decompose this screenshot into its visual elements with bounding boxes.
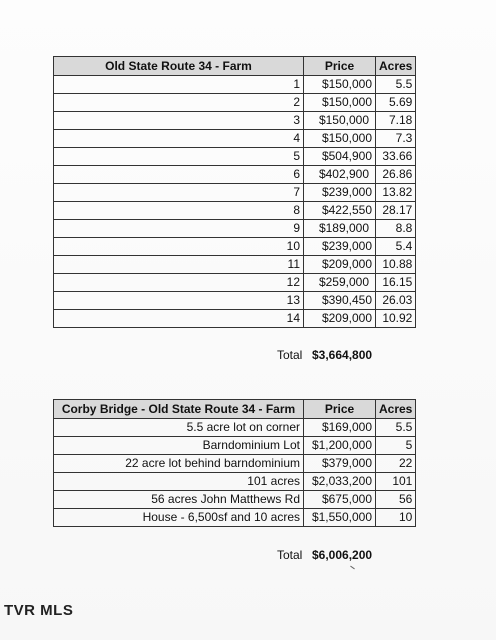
table-row (54, 148, 416, 166)
table-row (54, 310, 416, 328)
row-price: $422,550 (304, 202, 376, 220)
row-price: $209,000 (304, 256, 376, 274)
row-price: $150,000 (304, 94, 376, 112)
row-price: $189,000 (304, 220, 376, 238)
row-number: 8 (54, 202, 304, 220)
table-row (54, 94, 416, 112)
table-row (54, 166, 416, 184)
header-price: Price (304, 57, 376, 76)
table-row (54, 491, 416, 509)
row-description: 101 acres (54, 473, 304, 491)
total-value: $3,664,800 (312, 348, 373, 362)
mls-watermark: TVR MLS (4, 602, 74, 619)
total-label: Total (277, 348, 303, 362)
row-acres: 5.5 (376, 76, 416, 94)
table-row (54, 202, 416, 220)
table-row (54, 292, 416, 310)
row-number: 10 (54, 238, 304, 256)
header-price: Price (304, 400, 376, 419)
row-price: $209,000 (304, 310, 376, 328)
table-row (54, 256, 416, 274)
row-description: 56 acres John Matthews Rd (54, 491, 304, 509)
row-acres: 13.82 (376, 184, 416, 202)
row-price: $402,900 (304, 166, 376, 184)
row-price: $379,000 (304, 455, 376, 473)
table-row (54, 130, 416, 148)
row-price: $169,000 (304, 419, 376, 437)
row-acres: 101 (376, 473, 416, 491)
corby-bridge-price-table (53, 399, 416, 527)
row-acres: 10.92 (376, 310, 416, 328)
header-acres: Acres (376, 400, 416, 419)
row-number: 14 (54, 310, 304, 328)
table-row (54, 238, 416, 256)
row-price: $1,200,000 (304, 437, 376, 455)
table-header-row (54, 57, 416, 76)
row-price: $150,000 (304, 112, 376, 130)
table-row (54, 509, 416, 527)
table-row (54, 274, 416, 292)
table-row (54, 76, 416, 94)
table-row (54, 455, 416, 473)
row-price: $150,000 (304, 130, 376, 148)
row-acres: 5.4 (376, 238, 416, 256)
row-number: 13 (54, 292, 304, 310)
row-description: House - 6,500sf and 10 acres (54, 509, 304, 527)
row-acres: 5.69 (376, 94, 416, 112)
row-acres: 8.8 (376, 220, 416, 238)
row-acres: 5.5 (376, 419, 416, 437)
row-acres: 7.18 (376, 112, 416, 130)
table-row (54, 473, 416, 491)
row-acres: 5 (376, 437, 416, 455)
row-acres: 10.88 (376, 256, 416, 274)
row-number: 7 (54, 184, 304, 202)
row-number: 11 (54, 256, 304, 274)
row-price: $150,000 (304, 76, 376, 94)
row-price: $259,000 (304, 274, 376, 292)
row-number: 9 (54, 220, 304, 238)
farm-price-table (53, 56, 416, 328)
header-farm-name: Old State Route 34 - Farm (54, 57, 304, 76)
row-acres: 16.15 (376, 274, 416, 292)
row-price: $2,033,200 (304, 473, 376, 491)
header-acres: Acres (376, 57, 416, 76)
row-number: 12 (54, 274, 304, 292)
row-acres: 28.17 (376, 202, 416, 220)
total-value: $6,006,200 (312, 548, 373, 562)
table-row (54, 437, 416, 455)
row-number: 1 (54, 76, 304, 94)
row-acres: 22 (376, 455, 416, 473)
row-acres: 26.03 (376, 292, 416, 310)
row-number: 2 (54, 94, 304, 112)
header-corby-bridge-name: Corby Bridge - Old State Route 34 - Farm (54, 400, 304, 419)
total-label: Total (277, 548, 303, 562)
row-acres: 7.3 (376, 130, 416, 148)
table-row (54, 220, 416, 238)
row-price: $239,000 (304, 238, 376, 256)
row-acres: 26.86 (376, 166, 416, 184)
row-acres: 10 (376, 509, 416, 527)
row-price: $390,450 (304, 292, 376, 310)
row-acres: 56 (376, 491, 416, 509)
row-number: 5 (54, 148, 304, 166)
row-number: 3 (54, 112, 304, 130)
table-header-row (54, 400, 416, 419)
table-row (54, 112, 416, 130)
row-price: $504,900 (304, 148, 376, 166)
table-row (54, 419, 416, 437)
row-number: 6 (54, 166, 304, 184)
table-row (54, 184, 416, 202)
row-number: 4 (54, 130, 304, 148)
row-description: 22 acre lot behind barndominium (54, 455, 304, 473)
row-description: 5.5 acre lot on corner (54, 419, 304, 437)
row-acres: 33.66 (376, 148, 416, 166)
row-price: $1,550,000 (304, 509, 376, 527)
row-description: Barndominium Lot (54, 437, 304, 455)
row-price: $239,000 (304, 184, 376, 202)
row-price: $675,000 (304, 491, 376, 509)
